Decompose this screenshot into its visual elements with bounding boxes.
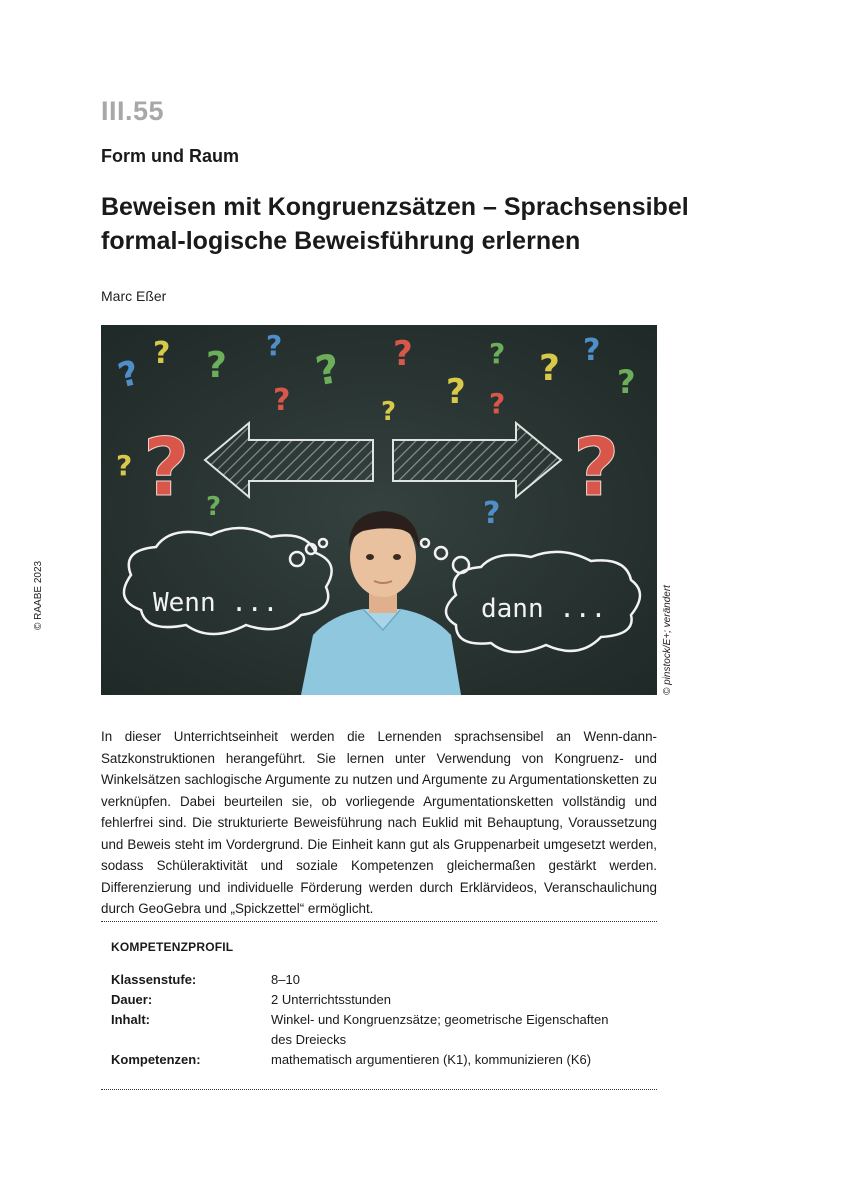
- author: Marc Eßer: [101, 288, 167, 304]
- svg-text:?: ?: [143, 421, 190, 514]
- kp-label: Kompetenzen:: [111, 1052, 201, 1067]
- divider-bottom: [101, 1089, 657, 1090]
- kp-label: Inhalt:: [111, 1012, 150, 1027]
- svg-text:?: ?: [266, 329, 283, 362]
- kp-value: 2 Unterrichtsstunden: [271, 992, 391, 1007]
- kp-row-dauer: [111, 990, 651, 1010]
- svg-text:?: ?: [113, 352, 144, 397]
- svg-text:?: ?: [116, 449, 133, 482]
- kompetenzprofil-table: [111, 970, 651, 1070]
- intro-paragraph: In dieser Unterrichtseinheit werden die Lernenden sprachsensibel an Wenn-dann-Satzkonstruktionen herangeführt. Sie lernen unter Verwendung von Kongruenz- und Winkelsätzen sachlogische Argumente zu nutzen und Argumente zu Argumentationsketten zu verknüpfen. Dabei beurteilen sie, ob vorliegende Argumentationsketten vollständig und fehlerfrei sind. Die strukturierte Beweisführung nach Euklid mit Behauptung, Voraussetzung und Beweis steht im Vordergrund. Die Einheit kann gut als Gruppenarbeit umgesetzt werden, sodass Schüleraktivität und soziale Kompetenzen gleichermaßen gestärkt werden. Differenzierung und individuelle Förderung werden durch Erklärvideos, Veranschaulichung durch GeoGebra und „Spickzettel“ ermöglicht.: [101, 729, 657, 916]
- bubble-text-dann: dann ...: [481, 594, 607, 624]
- svg-text:?: ?: [489, 387, 506, 420]
- svg-text:?: ?: [446, 372, 466, 412]
- svg-text:?: ?: [583, 333, 601, 368]
- kp-row-klassenstufe: [111, 970, 651, 990]
- svg-text:?: ?: [206, 492, 222, 522]
- svg-text:?: ?: [489, 337, 506, 370]
- divider-top: [101, 921, 657, 922]
- svg-text:?: ?: [483, 496, 501, 531]
- copyright-notice: © RAABE 2023: [33, 560, 44, 630]
- kp-row-inhalt: [111, 1010, 651, 1050]
- section-title: Form und Raum: [101, 146, 239, 166]
- bubble-text-wenn: Wenn ...: [153, 588, 279, 618]
- svg-text:?: ?: [381, 397, 397, 427]
- kp-value: mathematisch argumentieren (K1), kommunizieren (K6): [271, 1052, 592, 1067]
- kompetenzprofil-heading: KOMPETENZPROFIL: [111, 940, 234, 954]
- page-title: Beweisen mit Kongruenzsätzen – Sprachsensibel formal-logische Beweisführung erlernen: [101, 193, 689, 255]
- chalkboard-photo: [101, 325, 657, 695]
- chalkboard-illustration: [101, 325, 657, 695]
- svg-text:?: ?: [206, 345, 227, 386]
- kp-row-kompetenzen: [111, 1050, 651, 1070]
- kp-label: Klassenstufe:: [111, 972, 197, 987]
- photo-credit: © pinstock/E+; verändert: [662, 585, 673, 695]
- kp-value: Winkel- und Kongruenzsätze; geometrische Eigenschaften des Dreiecks: [271, 1012, 609, 1047]
- svg-text:?: ?: [539, 348, 560, 389]
- unit-code: III.55: [101, 96, 165, 126]
- kp-label: Dauer:: [111, 992, 153, 1007]
- svg-text:?: ?: [312, 345, 344, 396]
- svg-text:?: ?: [393, 334, 413, 374]
- copyright-wrap: [26, 560, 46, 705]
- svg-text:?: ?: [153, 336, 171, 371]
- svg-text:?: ?: [617, 363, 636, 401]
- svg-text:?: ?: [273, 383, 291, 418]
- svg-text:?: ?: [573, 421, 620, 514]
- kp-value: 8–10: [271, 972, 300, 987]
